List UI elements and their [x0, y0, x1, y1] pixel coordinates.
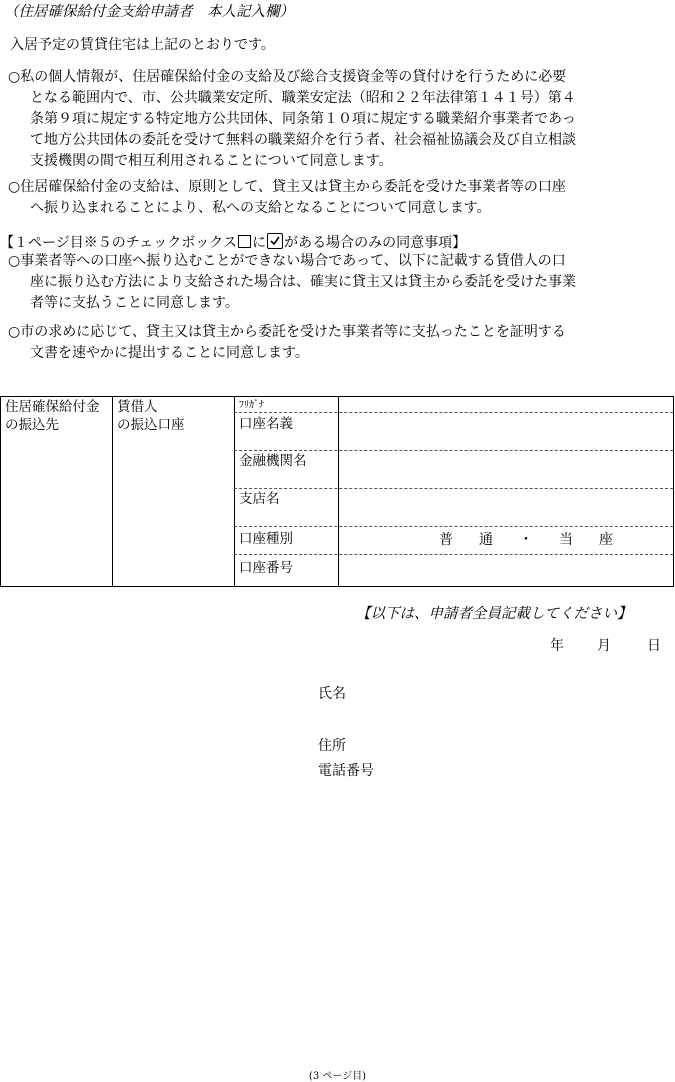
account-number-label: 口座番号 — [239, 560, 293, 576]
consent-line: へ振り込まれることにより、私への支給となることについて同意します。 — [30, 200, 491, 216]
furigana-label: ﾌﾘｶﾞﾅ — [239, 400, 264, 411]
heading-text: 【１ページ目※５のチェックボックス — [0, 235, 238, 251]
branch-name-label: 支店名 — [239, 491, 280, 507]
consent-personal-info — [8, 67, 576, 172]
date-day: 日 — [647, 638, 661, 654]
consent-line: 支援機関の間で相互利用されることについて同意します。 — [30, 153, 393, 169]
consent-mark: ○ — [8, 179, 21, 195]
consent-line: 者等に支払うことに同意します。 — [30, 295, 239, 311]
account-holder-field[interactable] — [339, 413, 673, 450]
account-type-options: 普 通 ・ 当 座 — [439, 532, 619, 548]
date-year: 年 — [550, 638, 564, 654]
transfer-destination-label — [5, 398, 100, 434]
checked-checkbox-icon — [267, 233, 283, 249]
consent-line: 市の求めに応じて、貸主又は貸主から委託を受けた事業者等に支払ったことを証明する — [20, 324, 566, 340]
consent-mark: ○ — [8, 69, 21, 85]
consent-line: となる範囲内で、市、公共職業安定所、職業安定法（昭和２２年法律第１４１号）第４ — [30, 90, 576, 106]
page-number: (3 ページ目) — [308, 1071, 367, 1082]
consent-line: 条第９項に規定する特定地方公共団体、同条第１０項に規定する職業紹介事業者であっ — [30, 111, 576, 127]
account-number-field[interactable] — [339, 555, 673, 586]
consent-line: て地方公共団体の委託を受けて無料の職業紹介を行う者、社会福祉協議会及び自立相談 — [30, 132, 576, 148]
consent-line: 文書を速やかに提出することに同意します。 — [30, 345, 309, 361]
consent-mark: ○ — [8, 324, 21, 340]
address-label: 住所 — [318, 738, 346, 754]
all-applicants-note: 【以下は、申請者全員記載してください】 — [356, 606, 632, 622]
account-type-label: 口座種別 — [239, 531, 293, 547]
label-line: 住居確保給付金 — [5, 399, 100, 415]
consent-proof-submission — [8, 322, 566, 364]
consent-line: 座に振り込む方法により支給された場合は、確実に貸主又は貸主から委託を受けた事業 — [30, 274, 576, 290]
label-line: の振込先 — [5, 417, 59, 433]
heading-text: に — [252, 235, 267, 251]
table-divider — [234, 397, 235, 586]
tenant-account-label — [117, 398, 185, 434]
table-divider — [112, 397, 113, 586]
consent-line: 事業者等への口座へ振り込むことができない場合であって、以下に記載する賃借人の口 — [20, 253, 566, 269]
consent-mark: ○ — [8, 253, 21, 269]
bank-name-field[interactable] — [339, 451, 673, 488]
label-line: 賃借人 — [117, 399, 158, 415]
intro-text: 入居予定の賃貸住宅は上記のとおりです。 — [10, 37, 275, 53]
consent-line: 住居確保給付金の支給は、原則として、貸主又は貸主から委託を受けた事業者等の口座 — [20, 179, 566, 195]
row-divider — [234, 526, 673, 527]
section-title: （住居確保給付金支給申請者 本人記入欄） — [4, 4, 294, 20]
phone-label: 電話番号 — [318, 763, 374, 779]
branch-name-field[interactable] — [339, 489, 673, 526]
heading-text: がある場合のみの同意事項】 — [284, 235, 467, 251]
name-label: 氏名 — [318, 686, 346, 702]
account-info-table — [0, 396, 674, 587]
consent-line: 私の個人情報が、住居確保給付金の支給及び総合支援資金等の貸付けを行うために必要 — [20, 69, 567, 85]
bank-name-label: 金融機関名 — [239, 453, 307, 469]
consent-payment — [8, 177, 566, 219]
empty-checkbox-icon — [238, 235, 251, 248]
consent-tenant-account — [8, 251, 576, 314]
label-line: の振込口座 — [117, 417, 185, 433]
date-month: 月 — [597, 638, 611, 654]
account-holder-label: 口座名義 — [239, 416, 293, 432]
